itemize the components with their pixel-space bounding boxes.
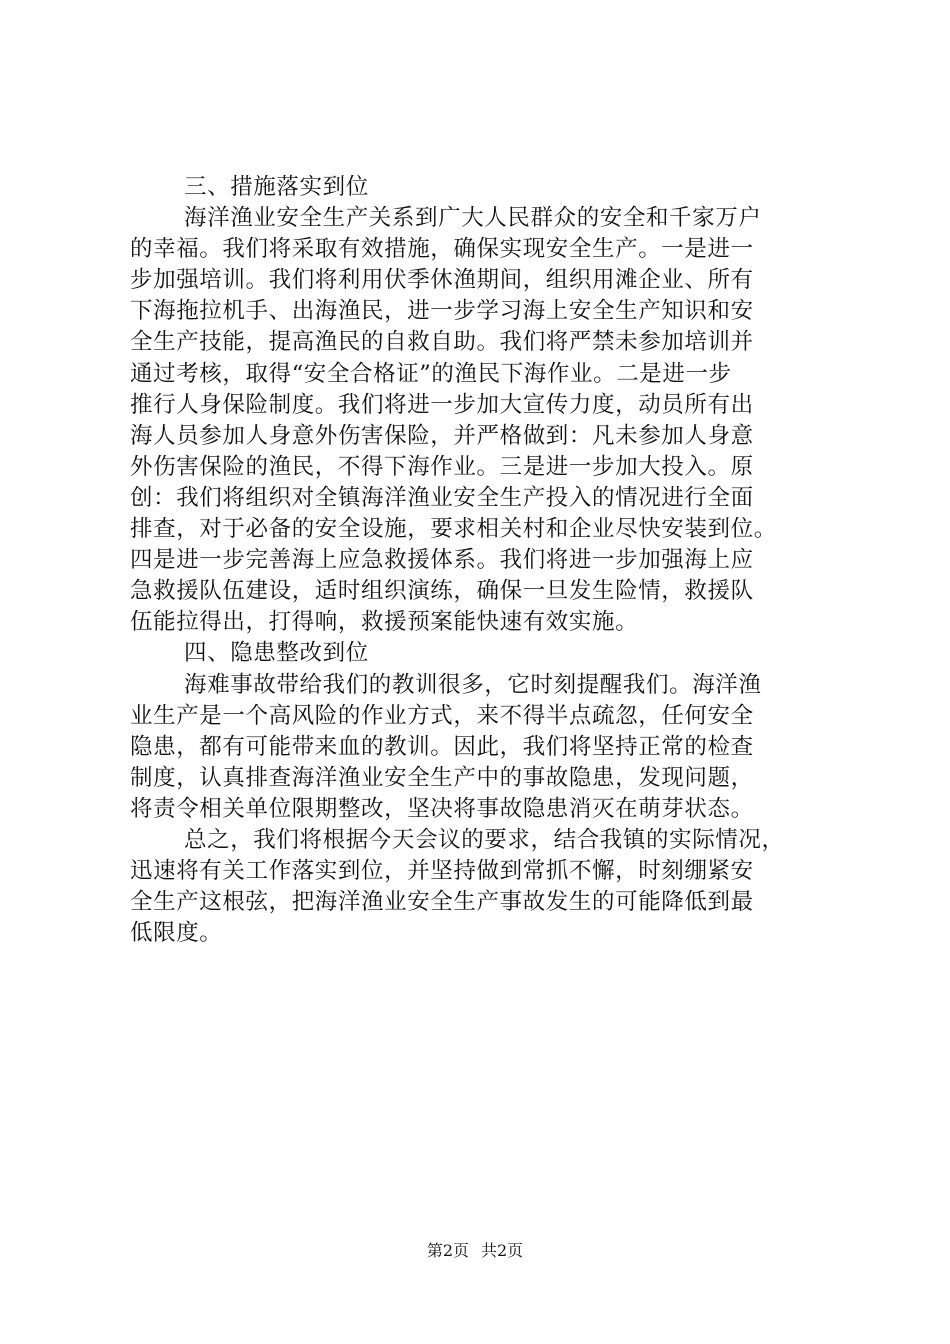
paragraph-line: 总之，我们将根据今天会议的要求，结合我镇的实际情况， [184, 826, 785, 853]
paragraph-line: 四是进一步完善海上应急救援体系。我们将进一步加强海上应 [130, 547, 754, 574]
paragraph-line: 通过考核，取得“安全合格证”的渔民下海作业。二是进一步 [130, 360, 732, 387]
paragraph-line: 制度，认真排查海洋渔业安全生产中的事故隐患，发现问题， [130, 764, 754, 791]
paragraph-line: 排查，对于必备的安全设施，要求相关村和企业尽快安装到位。 [130, 516, 777, 543]
paragraph-line: 全生产技能，提高渔民的自救自助。我们将严禁未参加培训并 [130, 329, 754, 356]
paragraph-line: 迅速将有关工作落实到位，并坚持做到常抓不懈，时刻绷紧安 [130, 858, 754, 885]
document-body [130, 172, 842, 949]
paragraph-line: 创：我们将组织对全镇海洋渔业安全生产投入的情况进行全面 [130, 484, 754, 511]
paragraph-line: 全生产这根弦，把海洋渔业安全生产事故发生的可能降低到最 [130, 889, 754, 916]
paragraph-line: 外伤害保险的渔民，不得下海作业。三是进一步加大投入。原 [130, 453, 754, 480]
paragraph-line: 隐患，都有可能带来血的教训。因此，我们将坚持正常的检查 [130, 733, 754, 760]
paragraph-line: 海洋渔业安全生产关系到广大人民群众的安全和千家万户 [184, 205, 762, 232]
page-number: 第2页 [426, 1241, 469, 1260]
section-heading: 三、措施落实到位 [184, 174, 369, 200]
page-total: 共2页 [481, 1241, 524, 1260]
paragraph-line: 低限度。 [130, 920, 223, 947]
page-footer [0, 1240, 950, 1262]
paragraph-line: 步加强培训。我们将利用伏季休渔期间，组织用滩企业、所有 [130, 267, 754, 294]
paragraph-line: 业生产是一个高风险的作业方式，来不得半点疏忽，任何安全 [130, 702, 754, 729]
section-heading: 四、隐患整改到位 [184, 640, 369, 667]
paragraph-line: 海人员参加人身意外伤害保险，并严格做到：凡未参加人身意 [130, 422, 754, 449]
paragraph-line: 将责令相关单位限期整改，坚决将事故隐患消灭在萌芽状态。 [130, 795, 754, 822]
paragraph-line: 伍能拉得出，打得响，救援预案能快速有效实施。 [130, 609, 639, 636]
paragraph-line: 海难事故带给我们的教训很多，它时刻提醒我们。海洋渔 [184, 671, 762, 698]
paragraph-line: 下海拖拉机手、出海渔民，进一步学习海上安全生产知识和安 [130, 298, 754, 325]
paragraph-line: 的幸福。我们将采取有效措施，确保实现安全生产。一是进一 [130, 236, 754, 263]
paragraph-line: 急救援队伍建设，适时组织演练，确保一旦发生险情，救援队 [130, 578, 754, 605]
paragraph-line: 推行人身保险制度。我们将进一步加大宣传力度，动员所有出 [130, 391, 754, 418]
